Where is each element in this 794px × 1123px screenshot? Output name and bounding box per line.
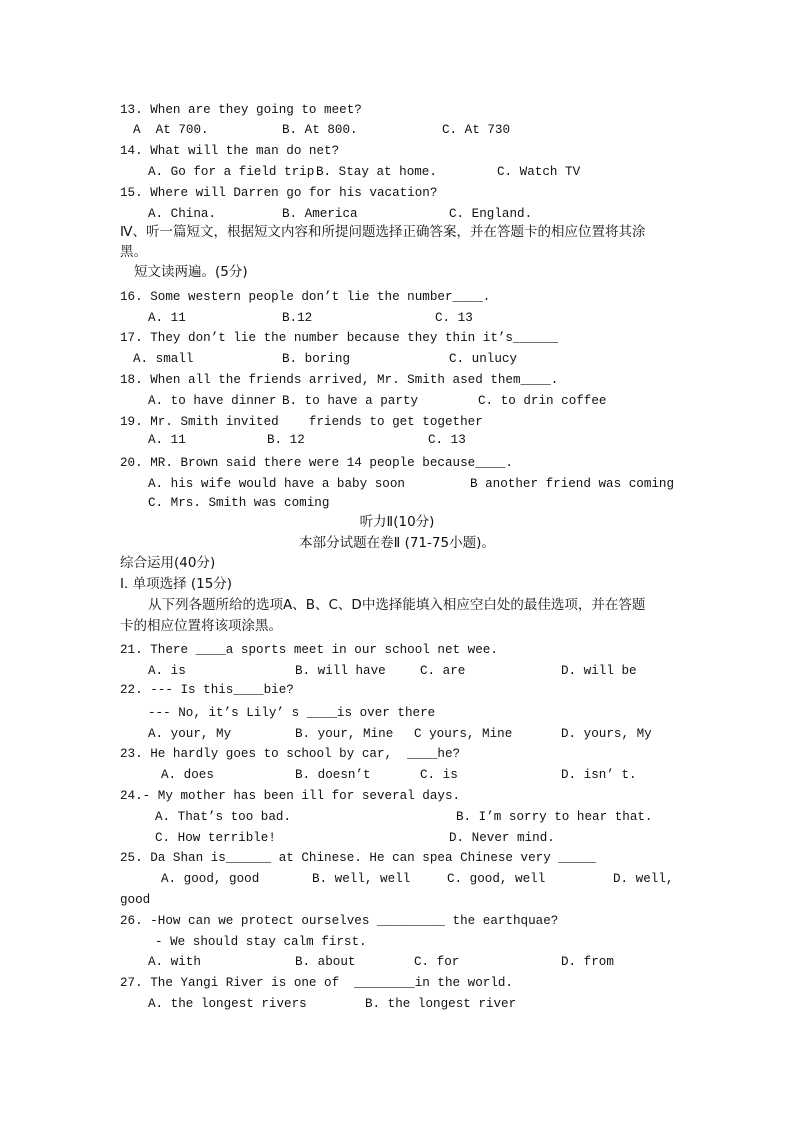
q19-stem: 19. Mr. Smith invited friends to get together [120, 415, 483, 429]
q21-option-d: D. will be [561, 664, 637, 678]
part-title: 综合运用(40分) [120, 555, 216, 571]
q22-option-a: A. your, My [148, 727, 232, 741]
q21-option-c: C. are [420, 664, 466, 678]
q22-option-c: C yours, Mine [414, 727, 513, 741]
section1-instructions: 从下列各题所给的选项A、B、C、D中选择能填入相应空白处的最佳选项，并在答题 [148, 597, 646, 613]
q15-option-b: B. America [282, 207, 358, 221]
section4-title-cont: 黑。 [120, 244, 147, 260]
listening2-title: 听力Ⅱ(10分) [359, 514, 435, 530]
q13-option-a: A At 700. [133, 123, 209, 137]
q21-option-a: A. is [148, 664, 186, 678]
q16-option-c: C. 13 [435, 311, 473, 325]
q17-option-c: C. unlucy [449, 352, 518, 366]
q22-stem: 22. --- Is this____bie? [120, 683, 294, 697]
q19-option-c: C. 13 [428, 433, 466, 447]
q13-stem: 13. When are they going to meet? [120, 103, 362, 117]
q14-option-c: C. Watch TV [497, 165, 581, 179]
q14-option-b: B. Stay at home. [316, 165, 437, 179]
q26-option-a: A. with [148, 955, 201, 969]
q18-option-b: B. to have a party [282, 394, 419, 408]
q27-option-a: A. the longest rivers [148, 997, 307, 1011]
q25-option-d: D. well, [613, 872, 674, 886]
q17-option-a: A. small [133, 352, 194, 366]
q26-option-d: D. from [561, 955, 614, 969]
q25-stem: 25. Da Shan is______ at Chinese. He can spea Chinese very _____ [120, 851, 597, 865]
q23-option-d: D. isn’ t. [561, 768, 637, 782]
section1-instructions-cont: 卡的相应位置将该项涂黑。 [120, 618, 282, 634]
q18-option-c: C. to drin coffee [478, 394, 607, 408]
q26-stem-reply: - We should stay calm first. [155, 935, 367, 949]
section1-title: I. 单项选择 (15分) [120, 576, 233, 592]
q15-option-c: C. England. [449, 207, 533, 221]
q15-option-a: A. China. [148, 207, 217, 221]
q17-option-b: B. boring [282, 352, 351, 366]
q20-option-a: A. his wife would have a baby soon [148, 477, 405, 491]
q24-option-c: C. How terrible! [155, 831, 276, 845]
q22-stem-reply: --- No, it’s Lily’ s ____is over there [148, 706, 436, 720]
q24-option-b: B. I’m sorry to hear that. [456, 810, 653, 824]
q20-option-c: C. Mrs. Smith was coming [148, 496, 330, 510]
q24-option-a: A. That’s too bad. [155, 810, 292, 824]
listening2-note: 本部分试题在卷Ⅱ (71-75小题)。 [299, 535, 495, 551]
q25-option-b: B. well, well [312, 872, 411, 886]
q15-stem: 15. Where will Darren go for his vacation? [120, 186, 438, 200]
q26-stem: 26. -How can we protect ourselves _________ the earthquae? [120, 914, 559, 928]
q26-option-c: C. for [414, 955, 460, 969]
q18-stem: 18. When all the friends arrived, Mr. Smith ased them____. [120, 373, 559, 387]
q19-option-a: A. 11 [148, 433, 186, 447]
q24-stem: 24.- My mother has been ill for several days. [120, 789, 461, 803]
q21-option-b: B. will have [295, 664, 386, 678]
q20-option-b: B another friend was coming [470, 477, 675, 491]
q23-option-c: C. is [420, 768, 458, 782]
q27-stem: 27. The Yangi River is one of ________in the world. [120, 976, 513, 990]
q14-option-a: A. Go for a field trip. [148, 165, 322, 179]
q20-stem: 20. MR. Brown said there were 14 people because____. [120, 456, 513, 470]
q18-option-a: A. to have dinner [148, 394, 277, 408]
q14-stem: 14. What will the man do net? [120, 144, 340, 158]
q25-option-d-cont: good [120, 893, 151, 907]
q13-option-b: B. At 800. [282, 123, 358, 137]
q25-option-c: C. good, well [447, 872, 546, 886]
q16-option-b: B.12 [282, 311, 313, 325]
q21-stem: 21. There ____a sports meet in our school net wee. [120, 643, 498, 657]
q19-option-b: B. 12 [267, 433, 305, 447]
q24-option-d: D. Never mind. [449, 831, 555, 845]
q17-stem: 17. They don’t lie the number because they thin it’s______ [120, 331, 559, 345]
q23-stem: 23. He hardly goes to school by car, ____he? [120, 747, 461, 761]
q22-option-d: D. yours, My [561, 727, 652, 741]
q26-option-b: B. about [295, 955, 356, 969]
q23-option-b: B. doesn’t [295, 768, 371, 782]
q27-option-b: B. the longest river [365, 997, 517, 1011]
section4-title: Ⅳ、听一篇短文，根据短文内容和所提问题选择正确答案，并在答题卡的相应位置将其涂 [120, 224, 646, 240]
q22-option-b: B. your, Mine [295, 727, 394, 741]
q16-option-a: A. 11 [148, 311, 186, 325]
q25-option-a: A. good, good [161, 872, 260, 886]
q13-option-c: C. At 730 [442, 123, 511, 137]
section4-note: 短文读两遍。(5分) [134, 264, 248, 280]
q23-option-a: A. does [161, 768, 214, 782]
q16-stem: 16. Some western people don’t lie the number____. [120, 290, 491, 304]
